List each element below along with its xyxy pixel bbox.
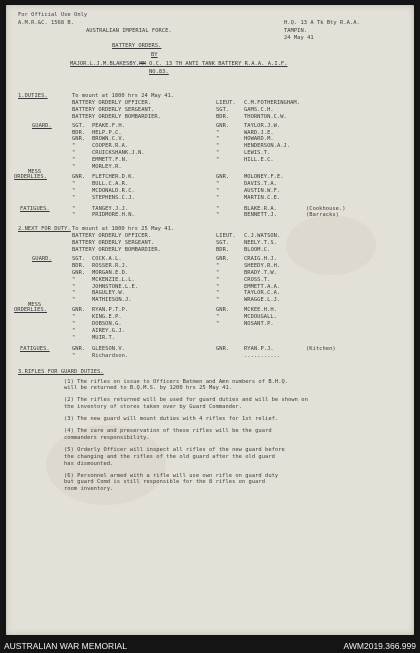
fatigues-label: FATIGUES.: [20, 205, 50, 212]
mess-name: MOLONEY.F.E.: [244, 173, 284, 180]
mess-rank: GNR.: [72, 307, 86, 314]
fatigue-name: ...........: [244, 352, 281, 359]
document-page: [6, 5, 414, 635]
author-name: MAJOR.L.J.M.BLAKESBY.: [70, 61, 140, 67]
fatigue-rank: ": [216, 212, 220, 219]
fatigue-name: Richardson.: [92, 352, 129, 359]
fatigue-name: PRIDMORE.H.N.: [92, 212, 135, 219]
guard-rank: GNR.: [216, 122, 230, 129]
unit-reference: H.Q. 13 A Tk Bty R.A.A.: [284, 20, 360, 26]
section-heading: 3.RIFLES FOR GUARD DUTIES.: [18, 368, 104, 375]
mess-rank: ": [72, 321, 76, 327]
guard-rank: GNR.: [72, 269, 86, 276]
mess-rank: ": [72, 180, 76, 187]
guard-rank: ": [216, 129, 220, 136]
guard-rank: ": [72, 290, 76, 297]
mess-label: MESS: [28, 302, 42, 309]
guard-rank: ": [216, 262, 220, 269]
rifle-instruction-line: has dismounted.: [64, 460, 114, 467]
force-title: AUSTRALIAN IMPERIAL FORCE.: [86, 28, 172, 34]
orderly-role: BATTERY ORDERLY SERGEANT.: [72, 240, 155, 247]
guard-name: BAGULEY.W.: [92, 290, 125, 297]
guard-rank: SGT.: [72, 255, 86, 262]
guard-rank: ": [72, 297, 76, 304]
guard-name: EMMETT.F.N.: [92, 157, 129, 164]
guard-name: SHEEDY.R.H.: [244, 262, 281, 269]
location: TAMPIN.: [284, 28, 308, 34]
orderly-role: BATTERY ORDERLY OFFICER.: [72, 233, 152, 240]
orderly-name: C.M.FOTHERINGHAM.: [244, 99, 301, 106]
mess-rank: ": [72, 314, 76, 321]
guard-name: CRAIG.H.J.: [244, 255, 277, 262]
orderly-name: BLOOM.C.: [244, 247, 271, 253]
mess-name: MUIR.T.: [92, 334, 116, 341]
rifle-instruction-line: but guard Comd is still responsible for the 8 rifles on guard: [64, 479, 266, 486]
guard-rank: ": [216, 297, 220, 304]
order-number: NO.83.: [149, 69, 169, 75]
guard-name: TAYLOR.J.W.: [244, 122, 281, 129]
guard-name: BROWN.C.V.: [92, 136, 125, 143]
orderly-role: BATTERY ORDERLY BOMBARDIER.: [72, 113, 161, 120]
guard-rank: ": [216, 290, 220, 297]
rifle-instruction-line: will be returned to B.Q.M.S. by 1200 hrs 25 May 41.: [64, 385, 233, 392]
orderly-rank: BDR.: [216, 113, 230, 120]
guard-rank: GNR.: [72, 136, 86, 143]
guard-rank: ": [72, 164, 76, 170]
section-heading: 2.NEXT FOR DUTY.: [18, 226, 71, 233]
guard-name: COOPER.R.A.: [92, 143, 129, 150]
guard-name: HOWARD.M.: [244, 136, 274, 143]
archive-footer: [0, 640, 420, 653]
guard-rank: ": [72, 143, 76, 150]
fatigue-rank: GNR.: [216, 345, 230, 352]
by-line: BY: [151, 52, 158, 58]
guard-name: MATHIESON.J.: [92, 297, 132, 304]
orderly-rank: SGT.: [216, 240, 230, 247]
mess-name: MARTIN.C.E.: [244, 194, 281, 201]
mess-rank: ": [72, 187, 76, 194]
guard-name: CRUICKSHANK.J.N.: [92, 150, 145, 157]
guard-name: CROSS.T.: [244, 276, 271, 283]
date: 24 May 41: [284, 35, 314, 41]
form-number: A.M.R.&C. 1568 B.: [18, 20, 75, 26]
orderly-role: BATTERY ORDERLY SERGEANT.: [72, 106, 155, 113]
mess-name: DAVIS.T.A.: [244, 180, 277, 187]
orderly-role: BATTERY ORDERLY BOMBARDIER.: [72, 247, 161, 253]
guard-name: HELP.P.C.: [92, 129, 122, 136]
mess-name: FLETCHER.D.K.: [92, 173, 135, 180]
archive-reference: AWM2019.366.999: [343, 641, 416, 651]
fatigue-rank: GNR.: [72, 345, 86, 352]
guard-rank: ": [216, 157, 220, 164]
guard-name: PEAKE.F.H.: [92, 122, 125, 129]
mess-rank: GNR.: [216, 173, 230, 180]
guard-name: WRAGGE.L.J.: [244, 297, 281, 304]
mess-name: MCDONALD.R.C.: [92, 187, 135, 194]
document-title: BATTERY ORDERS.: [112, 43, 162, 49]
fatigue-note: (Cookhouse.): [306, 205, 346, 212]
rifle-instruction-line: (3) The new guard will mount duties with 4 rifles for 1st relief.: [64, 416, 279, 423]
section-heading: 1.DUTIES.: [18, 93, 48, 99]
mess-rank: ": [216, 187, 220, 194]
guard-name: HENDERSON.A.J.: [244, 143, 291, 150]
section-intro: To mount at 1800 hrs 24 May 41.: [72, 93, 175, 99]
rifle-instruction-line: (6) Personnel armed with a rifle will use own rifle on guard duty: [64, 472, 279, 479]
guard-name: MORGAN.E.D.: [92, 269, 129, 276]
guard-name: WARD.J.E.: [244, 129, 274, 136]
paper-stain: [286, 215, 376, 275]
rifle-instruction-line: (2) The rifles returned will be used for guard duties and will be shown on: [64, 397, 308, 404]
mess-name: DOBSON.G.: [92, 321, 122, 327]
orderly-name: C.J.WATSON.: [244, 233, 281, 240]
guard-rank: BDR.: [72, 129, 86, 136]
author-title: O.C. 13 TH ANTI TANK BATTERY R.A.A. A.I.F.: [145, 61, 288, 67]
mess-rank: ": [216, 314, 220, 321]
guard-rank: GNR.: [216, 255, 230, 262]
guard-rank: ": [72, 283, 76, 290]
fatigue-name: BENNETT.J.: [244, 212, 277, 219]
rifle-instruction-line: (4) The care and preservation of these rifles will be the guard: [64, 428, 272, 434]
mess-name: AIREY.G.J.: [92, 327, 125, 334]
fatigue-rank: ": [216, 205, 220, 212]
mess-name: KING.E.P.: [92, 314, 122, 321]
mess-name: AUSTIN.W.F.: [244, 187, 281, 194]
mess-label: MESS: [28, 169, 42, 175]
guard-rank: BDR.: [72, 262, 86, 269]
rifle-instruction-line: the inventory of stores taken over by Guard Commander.: [64, 404, 242, 411]
guard-label: GUARD.: [32, 255, 52, 262]
mess-rank: ": [72, 327, 76, 334]
orderly-name: THORNTON.C.W.: [244, 113, 287, 120]
guard-name: MCKENZIE.L.L.: [92, 276, 135, 283]
orderly-rank: BDR.: [216, 247, 230, 253]
guard-name: HILL.E.C.: [244, 157, 274, 164]
orderly-rank: LIEUT.: [216, 233, 236, 240]
guard-name: COCK.A.L.: [92, 255, 122, 262]
guard-name: ROSSER.R.J.: [92, 262, 129, 269]
fatigue-rank: ": [72, 205, 76, 212]
struck-text: MM: [139, 61, 146, 67]
fatigue-note: (Barracks): [306, 212, 339, 219]
guard-rank: ": [216, 283, 220, 290]
guard-name: MORLEY.R.: [92, 164, 122, 170]
orderly-name: NEELY.T.S.: [244, 240, 277, 247]
section-intro: To mount at 1800 hrs 25 May 41.: [72, 226, 175, 233]
orderly-role: BATTERY ORDERLY OFFICER.: [72, 99, 152, 106]
authority-line: [70, 61, 288, 67]
mess-rank: ": [216, 321, 220, 327]
rifle-instruction-line: (1) The rifles on issue to Officers Batmen and Amn numbers of B.H.Q.: [64, 378, 289, 385]
mess-label: ORDERLIES.: [14, 307, 47, 314]
guard-rank: ": [72, 276, 76, 283]
guard-rank: ": [72, 150, 76, 157]
mess-label: ORDERLIES.: [14, 173, 47, 180]
mess-name: NOSANT.P.: [244, 321, 274, 327]
fatigues-label: FATIGUES.: [20, 345, 50, 352]
mess-name: MCKEE.H.H.: [244, 307, 277, 314]
guard-name: TAYLOR.C.A.: [244, 290, 281, 297]
guard-rank: ": [72, 157, 76, 164]
fatigue-name: RYAN.P.J.: [244, 345, 274, 352]
mess-rank: ": [72, 194, 76, 201]
rifle-instruction-line: commanders responsibility.: [64, 434, 150, 441]
rifle-instruction-line: room inventory.: [64, 486, 114, 493]
guard-rank: ": [216, 269, 220, 276]
guard-rank: SGT.: [72, 122, 86, 129]
guard-name: EMMETT.A.A.: [244, 283, 281, 290]
fatigue-name: BLAKE.R.A.: [244, 205, 277, 212]
mess-rank: GNR.: [72, 173, 86, 180]
mess-rank: ": [216, 194, 220, 201]
fatigue-name: TANGEY.J.J.: [92, 205, 129, 212]
guard-name: BRADY.T.W.: [244, 269, 277, 276]
fatigue-rank: ": [72, 352, 76, 359]
mess-name: BULL.C.A.R.: [92, 180, 129, 187]
fatigue-rank: ": [72, 212, 76, 219]
orderly-rank: SGT.: [216, 106, 230, 113]
mess-name: STEPHENS.C.J.: [92, 194, 135, 201]
guard-rank: ": [216, 150, 220, 157]
guard-name: JOHNSTONE.L.E.: [92, 283, 139, 290]
rifle-instruction-line: the changing and the rifles of the old guard after the old guard: [64, 453, 275, 460]
archive-name: AUSTRALIAN WAR MEMORIAL: [4, 641, 127, 651]
guard-label: GUARD.: [32, 122, 52, 129]
mess-name: MCDOUGALL.: [244, 314, 277, 321]
mess-rank: GNR.: [216, 307, 230, 314]
mess-rank: ": [72, 334, 76, 341]
official-use-note: For Official Use Only: [18, 12, 88, 18]
mess-name: RYAN.P.T.P.: [92, 307, 129, 314]
mess-rank: ": [216, 180, 220, 187]
orderly-name: GAMS.C.H.: [244, 106, 274, 113]
guard-name: LEWIS.T.: [244, 150, 271, 157]
rifle-instruction-line: (5) Orderly Officer will inspect all rifles of the new guard before: [64, 446, 285, 453]
fatigue-name: GLEESON.V.: [92, 345, 125, 352]
guard-rank: ": [216, 276, 220, 283]
guard-rank: ": [216, 136, 220, 143]
fatigue-note: (Kitchen): [306, 345, 336, 352]
guard-rank: ": [216, 143, 220, 150]
orderly-rank: LIEUT.: [216, 99, 236, 106]
